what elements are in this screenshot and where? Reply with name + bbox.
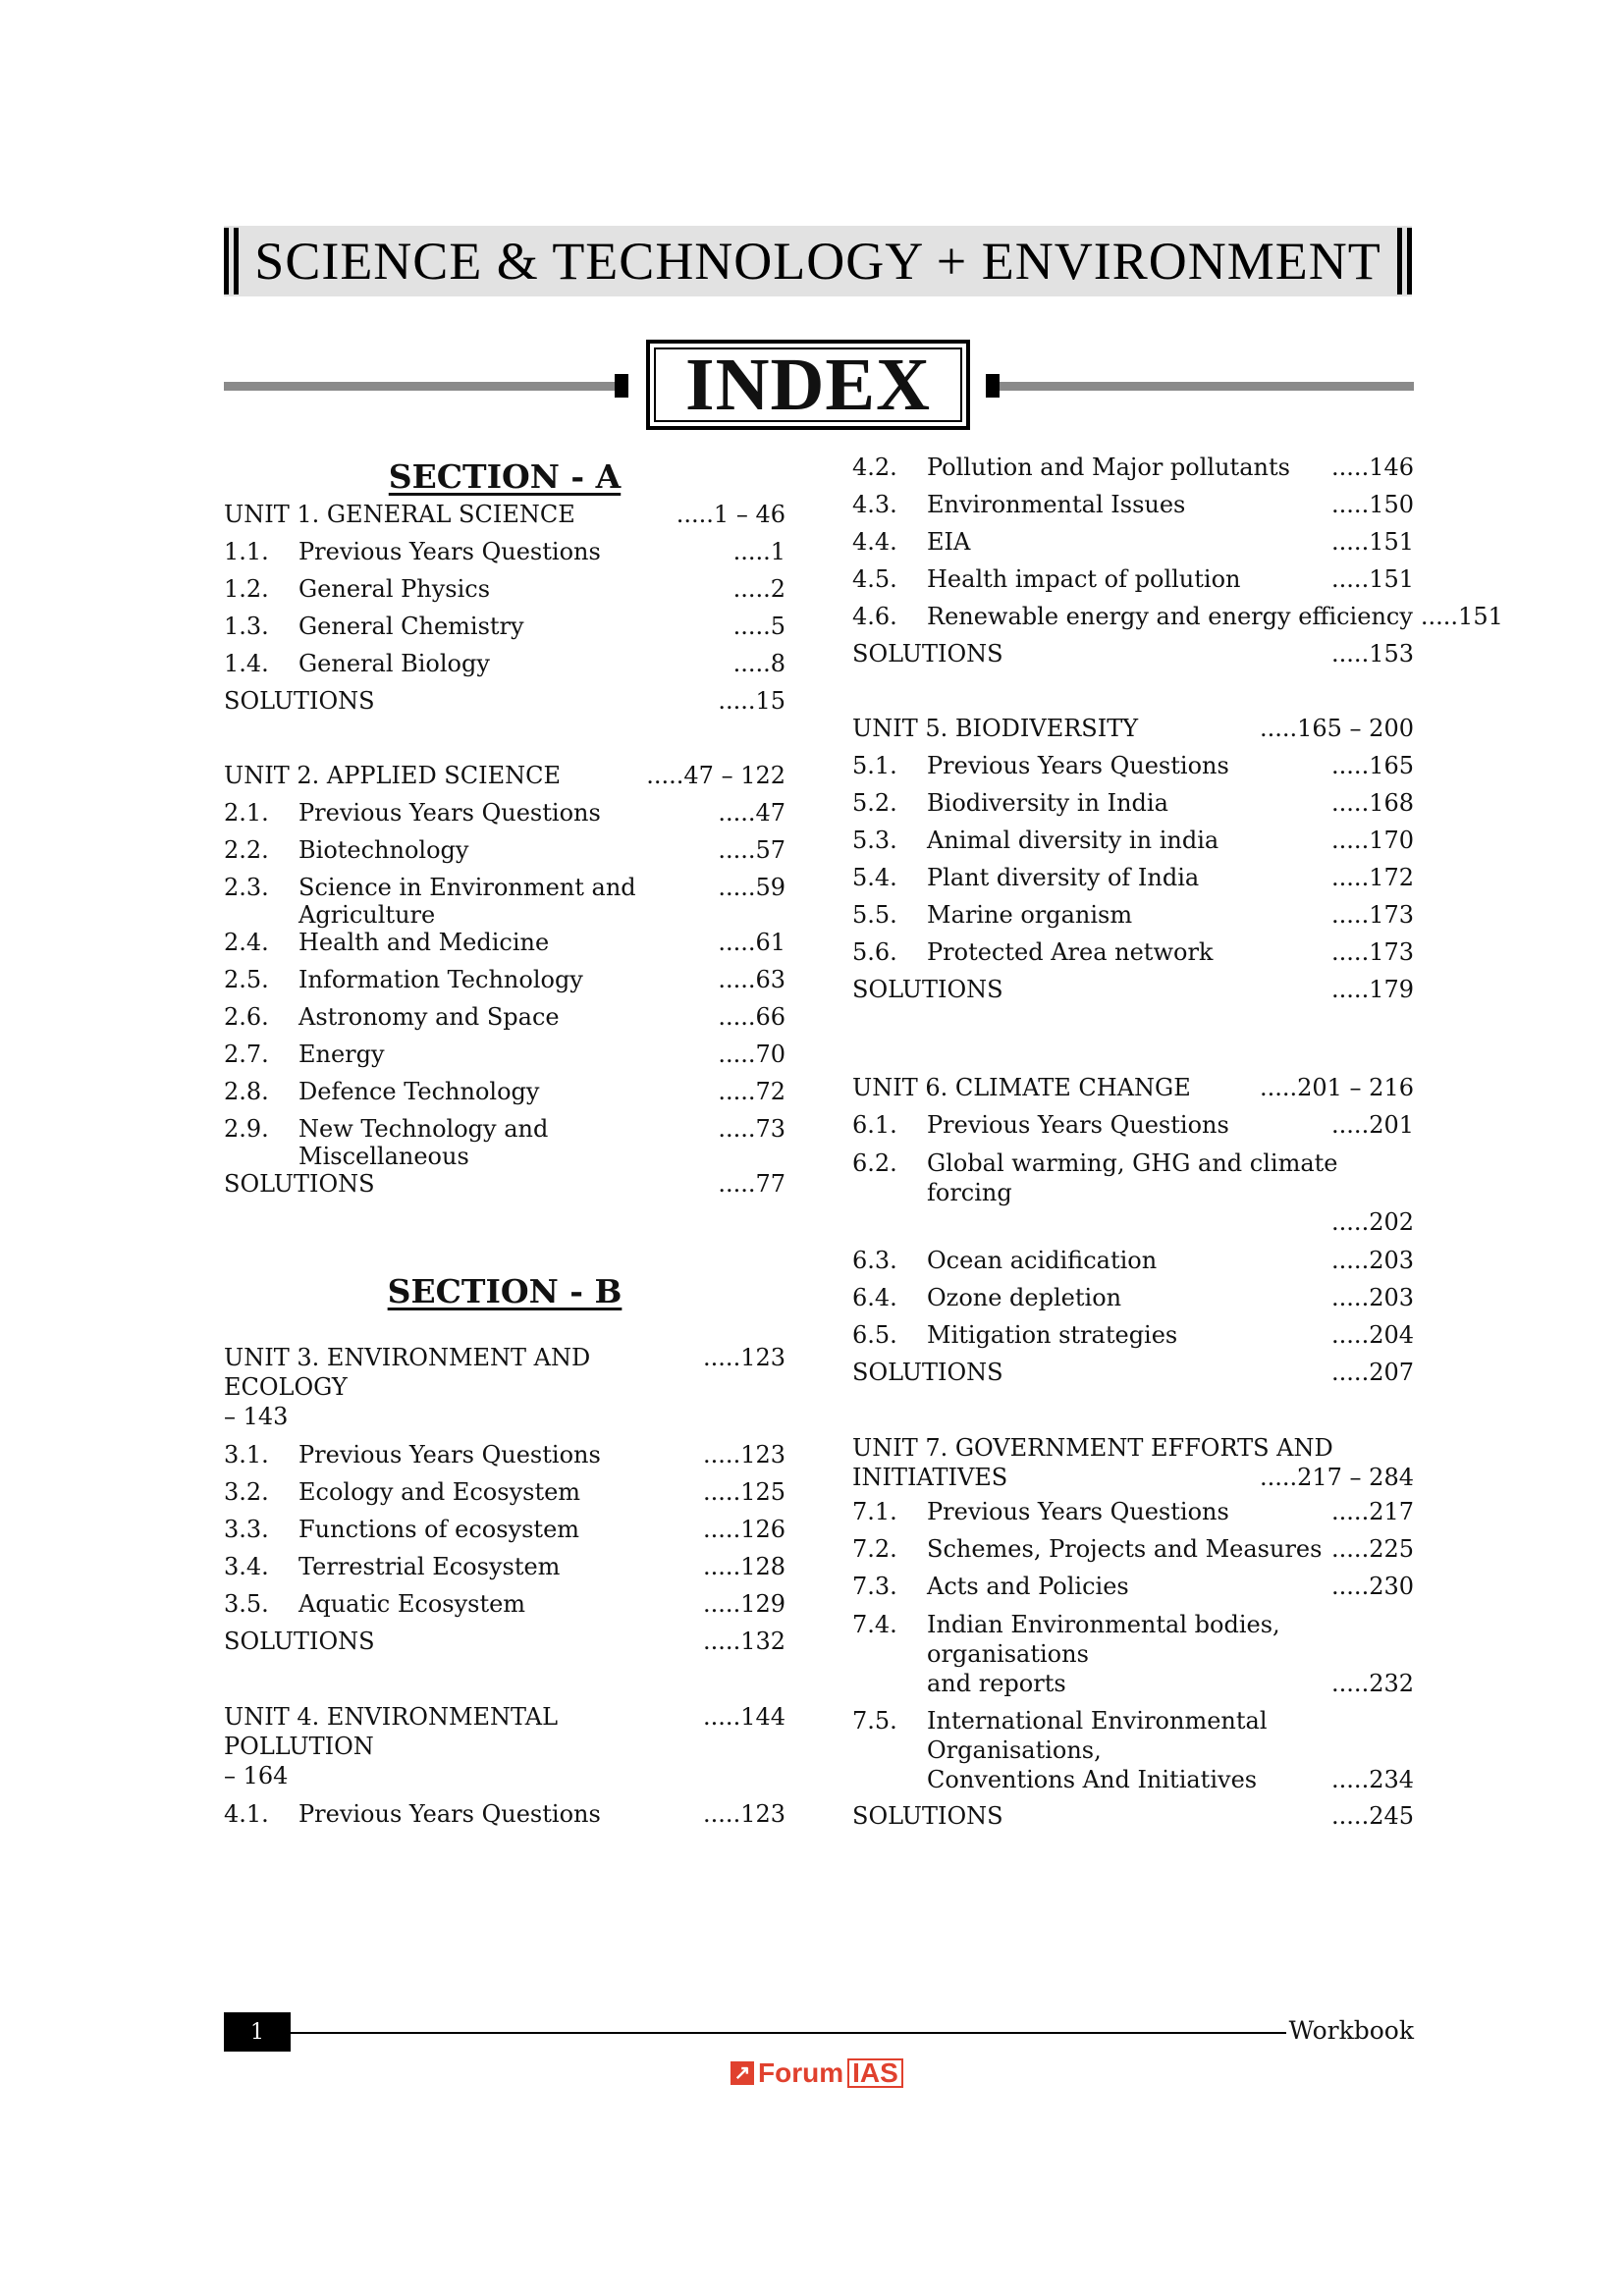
entry-title: Previous Years Questions (927, 1498, 1229, 1525)
entry-number: 4.3. (852, 491, 897, 518)
toc-entry-1-4[interactable] (224, 650, 785, 687)
entry-number: 4.5. (852, 565, 897, 593)
entry-number: 5.6. (852, 938, 897, 966)
entry-title: General Physics (298, 575, 491, 603)
section-b-heading: SECTION - B (387, 1272, 623, 1310)
unit-pages: .....165 – 200 (1259, 715, 1414, 742)
unit-6-header[interactable] (852, 1074, 1414, 1111)
unit-title: UNIT 5. BIODIVERSITY (852, 715, 1139, 742)
toc-entry-4-2[interactable] (852, 454, 1414, 491)
entry-page: .....151 (1331, 565, 1414, 593)
unit-1-header[interactable] (224, 501, 785, 538)
toc-entry-2-9[interactable] (224, 1115, 785, 1170)
entry-page: .....125 (703, 1478, 785, 1506)
unit-title: UNIT 4. ENVIRONMENTAL POLLUTION (224, 1703, 559, 1760)
toc-entry-7-2[interactable] (852, 1535, 1414, 1573)
unit-5-solutions[interactable] (852, 976, 1414, 1013)
entry-title: Marine organism (927, 901, 1133, 929)
entry-page: .....70 (718, 1041, 785, 1068)
entry-number: 7.5. (852, 1707, 897, 1735)
unit-3-header[interactable] (224, 1343, 785, 1402)
entry-title: Protected Area network (927, 938, 1214, 966)
entry-title: Ecology and Ecosystem (298, 1478, 581, 1506)
arrow-icon: ↗ (731, 2061, 754, 2085)
entry-title: Ozone depletion (927, 1284, 1122, 1311)
entry-number: 4.1. (224, 1800, 269, 1828)
footer-page-number: 1 (224, 2012, 291, 2052)
index-rule-right (998, 382, 1414, 391)
banner-right-bar-inner (1397, 228, 1402, 294)
entry-page: .....72 (718, 1078, 785, 1105)
entry-page: .....129 (703, 1590, 785, 1618)
entry-number: 1.3. (224, 613, 269, 640)
unit-title: UNIT 6. CLIMATE CHANGE (852, 1074, 1191, 1101)
entry-number: 6.2. (852, 1149, 897, 1177)
entry-number: 4.4. (852, 528, 897, 556)
toc-entry-5-5[interactable] (852, 901, 1414, 938)
entry-title: Aquatic Ecosystem (298, 1590, 526, 1618)
entry-title: Functions of ecosystem (298, 1516, 580, 1543)
spacer (852, 1013, 1414, 1074)
unit-pages: .....1 – 46 (676, 501, 785, 528)
unit-2-solutions[interactable] (224, 1170, 785, 1207)
spacer (224, 1665, 785, 1702)
entry-number: 2.6. (224, 1003, 269, 1031)
entry-number: 1.1. (224, 538, 269, 565)
toc-entry-4-6[interactable] (852, 603, 1503, 640)
unit-pages: .....144 (703, 1703, 785, 1731)
toc-entry-5-4[interactable] (852, 864, 1414, 901)
toc-entry-5-6[interactable] (852, 938, 1414, 976)
entry-number: 6.5. (852, 1321, 897, 1349)
entry-title: Energy (298, 1041, 385, 1068)
solutions-page: .....15 (718, 687, 785, 715)
toc-entry-1-2[interactable] (224, 575, 785, 613)
unit-7-header[interactable] (852, 1433, 1414, 1492)
entry-title: Mitigation strategies (927, 1321, 1178, 1349)
toc-entry-6-4[interactable] (852, 1284, 1414, 1321)
solutions-page: .....132 (703, 1628, 785, 1655)
solutions-label: SOLUTIONS (852, 1802, 1003, 1830)
entry-page: .....47 (718, 799, 785, 827)
unit-3-solutions[interactable] (224, 1628, 785, 1665)
entry-title: Health impact of pollution (927, 565, 1241, 593)
entry-title: Information Technology (298, 966, 583, 993)
entry-title: Environmental Issues (927, 491, 1186, 518)
unit-4-header[interactable] (224, 1702, 785, 1761)
unit-pages: .....217 – 284 (1259, 1464, 1414, 1491)
solutions-page: .....153 (1331, 640, 1414, 667)
toc-entry-2-4[interactable] (224, 929, 785, 966)
solutions-page: .....179 (1331, 976, 1414, 1003)
unit-title: UNIT 2. APPLIED SCIENCE (224, 762, 561, 789)
toc-entry-1-1[interactable] (224, 538, 785, 575)
entry-page: .....61 (718, 929, 785, 956)
entry-number: 5.4. (852, 864, 897, 891)
toc-entry-3-4[interactable] (224, 1553, 785, 1590)
entry-number: 6.1. (852, 1111, 897, 1139)
toc-entry-2-7[interactable] (224, 1041, 785, 1078)
entry-number: 2.9. (224, 1115, 269, 1143)
entry-number: 7.3. (852, 1573, 897, 1600)
toc-entry-4-5[interactable] (852, 565, 1414, 603)
entry-number: 3.2. (224, 1478, 269, 1506)
entry-title: Renewable energy and energy efficiency (927, 603, 1413, 630)
footer-label: Workbook (1288, 2016, 1414, 2045)
header-banner (224, 226, 1412, 296)
entry-page: .....1 (732, 538, 785, 565)
entry-title: General Chemistry (298, 613, 524, 640)
entry-number: 1.2. (224, 575, 269, 603)
spacer (224, 724, 785, 762)
entry-title: General Biology (298, 650, 490, 677)
solutions-label: SOLUTIONS (852, 1359, 1003, 1386)
entry-title: Previous Years Questions (927, 1111, 1229, 1139)
entry-title: Previous Years Questions (298, 1800, 601, 1828)
entry-title: Pollution and Major pollutants (927, 454, 1290, 481)
index-rule-left (224, 382, 617, 391)
entry-page: .....2 (732, 575, 785, 603)
entry-page: .....225 (1331, 1535, 1414, 1563)
entry-title: Animal diversity in india (927, 827, 1219, 854)
toc-entry-6-1[interactable] (852, 1111, 1414, 1148)
entry-page: .....8 (732, 650, 785, 677)
entry-page: .....73 (718, 1115, 785, 1143)
entry-title: Science in Environment and Agriculture (298, 874, 636, 929)
unit-title: UNIT 3. ENVIRONMENT AND ECOLOGY (224, 1344, 591, 1401)
index-box (646, 340, 970, 430)
entry-title: Astronomy and Space (298, 1003, 560, 1031)
toc-entry-2-2[interactable] (224, 836, 785, 874)
unit-1-solutions[interactable] (224, 687, 785, 724)
unit-title-line1: UNIT 7. GOVERNMENT EFFORTS AND (852, 1434, 1333, 1462)
entry-title-cont: and reports (927, 1670, 1066, 1697)
solutions-page: .....207 (1331, 1359, 1414, 1386)
entry-title: Plant diversity of India (927, 864, 1200, 891)
unit-title-line2: INITIATIVES (852, 1464, 1008, 1491)
entry-page: .....5 (732, 613, 785, 640)
entry-number: 5.3. (852, 827, 897, 854)
toc-entry-4-4[interactable] (852, 528, 1414, 565)
entry-title: Schemes, Projects and Measures (927, 1535, 1323, 1563)
toc-entry-5-2[interactable] (852, 789, 1414, 827)
entry-number: 7.4. (852, 1611, 897, 1638)
spacer (852, 1396, 1414, 1433)
entry-title: Terrestrial Ecosystem (298, 1553, 561, 1580)
solutions-page: .....77 (718, 1170, 785, 1198)
solutions-label: SOLUTIONS (852, 976, 1003, 1003)
unit-pages: .....201 – 216 (1259, 1074, 1414, 1101)
toc-entry-6-2[interactable] (852, 1148, 1414, 1237)
entry-title: Indian Environmental bodies, organisations (927, 1611, 1280, 1668)
spacer (852, 677, 1414, 715)
toc-entry-5-3[interactable] (852, 827, 1414, 864)
brand-logo (731, 2056, 903, 2091)
toc-entry-7-4[interactable] (852, 1610, 1414, 1698)
toc-entry-6-5[interactable] (852, 1321, 1414, 1359)
entry-page: .....204 (1331, 1321, 1414, 1349)
entry-page: .....168 (1331, 789, 1414, 817)
entry-title: Health and Medicine (298, 929, 550, 956)
unit-7-solutions[interactable] (852, 1802, 1414, 1840)
brand-ias-text: IAS (847, 2058, 903, 2088)
entry-page: .....201 (1331, 1111, 1414, 1139)
entry-title: EIA (927, 528, 971, 556)
entry-page: .....59 (718, 874, 785, 901)
brand-forum-text: Forum (758, 2057, 844, 2088)
entry-page: .....234 (1331, 1766, 1414, 1793)
index-tab-left (615, 374, 628, 398)
solutions-label: SOLUTIONS (852, 640, 1003, 667)
unit-4-pages-cont: – 164 (224, 1762, 289, 1789)
entry-page: .....126 (703, 1516, 785, 1543)
entry-page: .....63 (718, 966, 785, 993)
entry-number: 7.1. (852, 1498, 897, 1525)
banner-left-bar (224, 228, 229, 294)
toc-entry-3-3[interactable] (224, 1516, 785, 1553)
toc-entry-2-5[interactable] (224, 966, 785, 1003)
index-tab-right (986, 374, 1000, 398)
unit-2-header[interactable] (224, 762, 785, 799)
entry-page: .....165 (1331, 752, 1414, 779)
toc-entry-2-8[interactable] (224, 1078, 785, 1115)
unit-pages: .....47 – 122 (646, 762, 785, 789)
unit-title: UNIT 1. GENERAL SCIENCE (224, 501, 575, 528)
banner-right-bar (1407, 228, 1412, 294)
entry-page: .....173 (1331, 938, 1414, 966)
toc-entry-3-1[interactable] (224, 1441, 785, 1478)
entry-page: .....151 (1331, 528, 1414, 556)
unit-pages: .....123 (703, 1344, 785, 1371)
spacer (224, 1207, 785, 1268)
toc-entry-6-3[interactable] (852, 1247, 1414, 1284)
section-a-heading: SECTION - A (388, 457, 622, 496)
entry-page: .....57 (718, 836, 785, 864)
entry-title: Acts and Policies (927, 1573, 1129, 1600)
solutions-label: SOLUTIONS (224, 687, 375, 715)
entry-number: 2.2. (224, 836, 269, 864)
toc-entry-4-3[interactable] (852, 491, 1414, 528)
entry-number: 6.4. (852, 1284, 897, 1311)
entry-title: Ocean acidification (927, 1247, 1158, 1274)
unit-6-solutions[interactable] (852, 1359, 1414, 1396)
entry-number: 5.2. (852, 789, 897, 817)
entry-number: 5.5. (852, 901, 897, 929)
entry-title: Global warming, GHG and climate forcing (927, 1149, 1338, 1206)
toc-entry-2-3[interactable] (224, 874, 785, 929)
toc-entry-3-2[interactable] (224, 1478, 785, 1516)
banner-title: SCIENCE & TECHNOLOGY + ENVIRONMENT (254, 232, 1381, 291)
entry-page: .....128 (703, 1553, 785, 1580)
toc-entry-7-1[interactable] (852, 1498, 1414, 1535)
toc-entry-4-1[interactable] (224, 1800, 785, 1838)
entry-number: 1.4. (224, 650, 269, 677)
entry-page: .....150 (1331, 491, 1414, 518)
entry-title-cont: Conventions And Initiatives (927, 1766, 1258, 1793)
entry-page: .....151 (1420, 603, 1503, 630)
entry-page: .....173 (1331, 901, 1414, 929)
solutions-page: .....245 (1331, 1802, 1414, 1830)
entry-title: Biodiversity in India (927, 789, 1168, 817)
toc-entry-2-6[interactable] (224, 1003, 785, 1041)
entry-number: 2.5. (224, 966, 269, 993)
entry-number: 2.7. (224, 1041, 269, 1068)
entry-title: International Environmental Organisations, (927, 1707, 1268, 1764)
entry-number: 3.1. (224, 1441, 269, 1468)
entry-page: .....230 (1331, 1573, 1414, 1600)
entry-number: 2.4. (224, 929, 269, 956)
footer-rule (291, 2032, 1286, 2034)
entry-page: .....170 (1331, 827, 1414, 854)
entry-number: 6.3. (852, 1247, 897, 1274)
entry-page: .....123 (703, 1800, 785, 1828)
entry-title: Previous Years Questions (298, 1441, 601, 1468)
entry-number: 2.8. (224, 1078, 269, 1105)
entry-page: .....203 (1331, 1284, 1414, 1311)
solutions-label: SOLUTIONS (224, 1628, 375, 1655)
entry-page: .....123 (703, 1441, 785, 1468)
entry-number: 4.6. (852, 603, 897, 630)
entry-title: New Technology and Miscellaneous (298, 1115, 549, 1170)
entry-page: .....66 (718, 1003, 785, 1031)
toc-entry-2-1[interactable] (224, 799, 785, 836)
entry-number: 2.3. (224, 874, 269, 901)
entry-page: .....232 (1331, 1670, 1414, 1697)
entry-number: 3.5. (224, 1590, 269, 1618)
toc-right-column (852, 454, 1503, 1840)
index-box-inner (654, 344, 962, 426)
entry-title: Previous Years Questions (298, 799, 601, 827)
spacer (224, 1315, 785, 1343)
entry-number: 3.4. (224, 1553, 269, 1580)
index-title: INDEX (685, 344, 931, 426)
toc-entry-1-3[interactable] (224, 613, 785, 650)
toc-entry-7-3[interactable] (852, 1573, 1414, 1610)
entry-number: 3.3. (224, 1516, 269, 1543)
toc-entry-3-5[interactable] (224, 1590, 785, 1628)
entry-number: 2.1. (224, 799, 269, 827)
entry-page: .....202 (1331, 1208, 1414, 1236)
toc-entry-5-1[interactable] (852, 752, 1414, 789)
entry-page: .....203 (1331, 1247, 1414, 1274)
entry-title: Previous Years Questions (298, 538, 601, 565)
entry-page: .....217 (1331, 1498, 1414, 1525)
entry-title: Biotechnology (298, 836, 469, 864)
entry-page: .....172 (1331, 864, 1414, 891)
entry-page: .....146 (1331, 454, 1414, 481)
banner-left-bar-inner (234, 228, 239, 294)
entry-title: Defence Technology (298, 1078, 540, 1105)
entry-number: 5.1. (852, 752, 897, 779)
entry-title: Previous Years Questions (927, 752, 1229, 779)
unit-3-pages-cont: – 143 (224, 1403, 289, 1430)
entry-number: 4.2. (852, 454, 897, 481)
entry-number: 7.2. (852, 1535, 897, 1563)
toc-entry-7-5[interactable] (852, 1706, 1414, 1794)
toc-left-column (224, 454, 785, 1838)
solutions-label: SOLUTIONS (224, 1170, 375, 1198)
unit-4-solutions[interactable] (852, 640, 1414, 677)
unit-5-header[interactable] (852, 715, 1414, 752)
